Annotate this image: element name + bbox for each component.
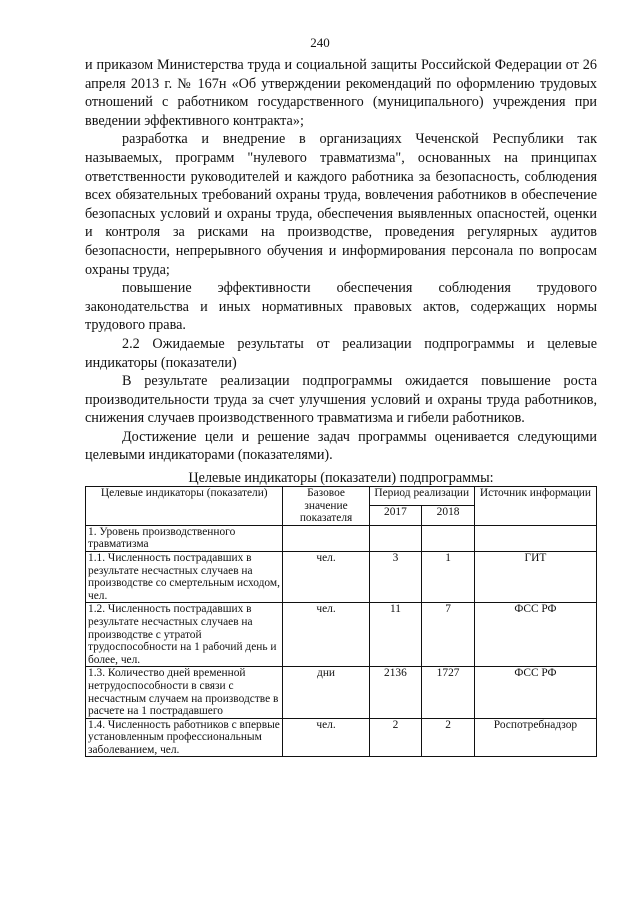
- cell-base: [283, 525, 369, 551]
- header-year-2017: 2017: [369, 506, 422, 525]
- page-number: 240: [310, 35, 330, 50]
- cell-2017: 2136: [369, 667, 422, 718]
- table-caption: Целевые индикаторы (показатели) подпрограммы:: [188, 470, 494, 486]
- table-row: [86, 525, 597, 551]
- cell-base: чел.: [283, 603, 369, 667]
- cell-indicator: 1.3. Количество дней временной нетрудоспособности в связи с несчастным случаем на производстве в расчете на 1 пострадавшего: [86, 667, 283, 718]
- cell-indicator: 1.4. Численность работников с впервые установленным профессиональным заболеванием, чел.: [86, 718, 283, 757]
- paragraph: и приказом Министерства труда и социальной защиты Российской Федерации от 26 апреля 2013 г. № 167н «Об утверждении рекомендаций по оформлению трудовых отношений с работником государственного (муниципального) учреждения при введении эффективного контракта»;: [85, 57, 597, 129]
- header-year-2018: 2018: [422, 506, 475, 525]
- table-row: [86, 667, 597, 718]
- cell-2018: 1727: [422, 667, 475, 718]
- header-period: Период реализации: [369, 487, 474, 506]
- cell-2017: [369, 525, 422, 551]
- cell-indicator: 1. Уровень производственного травматизма: [86, 525, 283, 551]
- cell-2018: 2: [422, 718, 475, 757]
- cell-2017: 3: [369, 551, 422, 602]
- cell-source: ФСС РФ: [474, 603, 596, 667]
- cell-2018: 7: [422, 603, 475, 667]
- table-header-row: [86, 487, 597, 506]
- cell-base: чел.: [283, 718, 369, 757]
- cell-indicator: 1.1. Численность пострадавших в результате несчастных случаев на производстве со смертельным исходом, чел.: [86, 551, 283, 602]
- section-heading: 2.2 Ожидаемые результаты от реализации подпрограммы и целевые индикаторы (показатели): [85, 335, 597, 371]
- cell-source: ФСС РФ: [474, 667, 596, 718]
- cell-source: Роспотребнадзор: [474, 718, 596, 757]
- cell-base: чел.: [283, 551, 369, 602]
- header-indicator: Целевые индикаторы (показатели): [86, 487, 283, 526]
- body-text: [85, 56, 597, 465]
- cell-base: дни: [283, 667, 369, 718]
- cell-source: ГИТ: [474, 551, 596, 602]
- table-row: [86, 718, 597, 757]
- table-row: [86, 603, 597, 667]
- paragraph: повышение эффективности обеспечения соблюдения трудового законодательства и иных нормативных правовых актов, содержащих нормы трудового права.: [85, 280, 597, 334]
- cell-indicator: 1.2. Численность пострадавших в результате несчастных случаев на производстве с утратой трудоспособности на 1 рабочий день и более, чел.: [86, 603, 283, 667]
- cell-2017: 11: [369, 603, 422, 667]
- paragraph: разработка и внедрение в организациях Чеченской Республики так называемых, программ "нулевого травматизма", основанных на принципах ответственности руководителей и каждого работника за безопасность, соблюдения всех обязательных требований охраны труда, вовлечения работников в обеспечение безопасных условий и охраны труда, обеспечения выявленных опасностей, оценки и контроля за рисками на производстве, проведения регулярных аудитов безопасности, непрерывного обучения и информирования персонала по вопросам охраны труда;: [85, 131, 597, 278]
- header-base-value: Базовое значение показателя: [283, 487, 369, 526]
- cell-2018: 1: [422, 551, 475, 602]
- indicators-table: [85, 486, 597, 757]
- header-source: Источник информации: [474, 487, 596, 526]
- paragraph: Достижение цели и решение задач программы оценивается следующими целевыми индикаторами (показателями).: [85, 428, 597, 464]
- paragraph: В результате реализации подпрограммы ожидается повышение роста производительности труда за счет улучшения условий и охраны труда работников, снижения случаев производственного травматизма и гибели работников.: [85, 373, 597, 427]
- cell-2017: 2: [369, 718, 422, 757]
- cell-2018: [422, 525, 475, 551]
- table-row: [86, 551, 597, 602]
- cell-source: [474, 525, 596, 551]
